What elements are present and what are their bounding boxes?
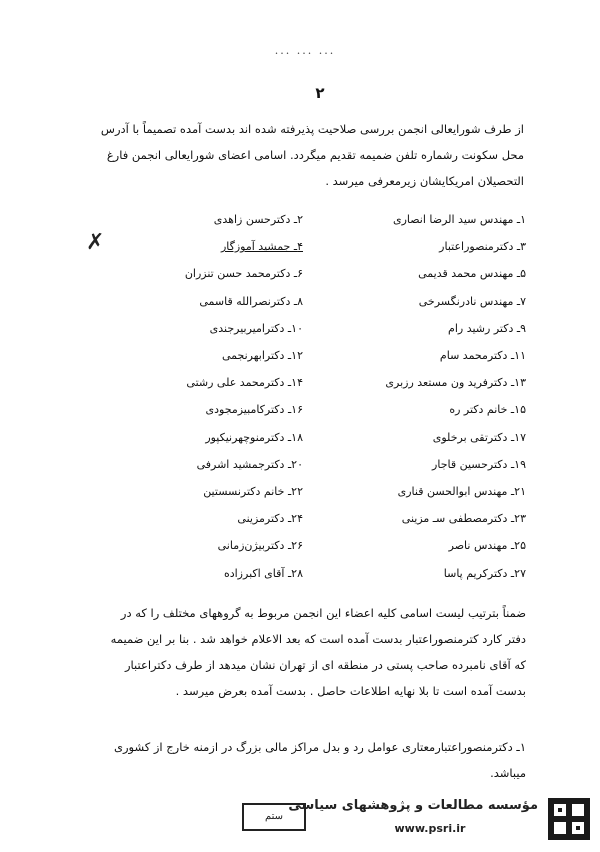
member-name-left: ۱۲ـ دکترابهرنجمی bbox=[221, 349, 303, 363]
member-name-right: ۱۱ـ دکترمحمد سام bbox=[439, 349, 526, 363]
member-row bbox=[98, 505, 526, 532]
closing-paragraph: ضمناً بترتیب لیست اسامی کلیه اعضاء این انجمن مربوط به گروههای مختلف را که در دفتر کارد کترمنصوراعتبار بدست آمده است که بعد الاعلام خواهد شد . بنا بر این ضمیمه که آقای نامبرده صاحب پستی در منطقه ای از تهران نشان میدهد از طرف دکتراعتبار بدست آمده است تا بلا نهایه اطلاعات حاصل . بدست آمده بعرض میرسد . bbox=[110, 606, 526, 698]
member-name-left: ۱۶ـ دکترکامبیزمجودی bbox=[205, 403, 303, 417]
final-paragraph: ۱ـ دکترمنصوراعتبارمعتاری عوامل رد و بدل مراکز مالی بزرگ در ازمنه خارج از کشوری میباشد. bbox=[113, 740, 526, 780]
stamp: ستم bbox=[242, 803, 306, 831]
member-name-left: ۸ـ دکترنصرالله قاسمی bbox=[199, 294, 303, 308]
member-row bbox=[98, 315, 526, 342]
member-name-left: ۲۰ـ دکترجمشید اشرفی bbox=[196, 457, 303, 471]
header-scrawl: ... ... ... bbox=[274, 44, 336, 57]
member-name-left: ۱۰ـ دکترامیربیرجندی bbox=[209, 321, 303, 335]
member-name-left: ۴ـ جمشید آموزگار ✗ bbox=[86, 230, 303, 256]
psri-logo-icon bbox=[548, 798, 590, 840]
member-row bbox=[98, 424, 526, 451]
member-name-right: ۲۷ـ دکترکریم پاسا bbox=[443, 566, 526, 580]
member-name-left: ۲۴ـ دکترمزینی bbox=[237, 512, 303, 526]
member-name-right: ۷ـ مهندس نادرنگسرخی bbox=[418, 294, 526, 308]
members-list bbox=[86, 206, 526, 587]
member-row bbox=[98, 559, 526, 586]
member-name-right: ۱۷ـ دکترتقی برخلوی bbox=[432, 430, 526, 444]
member-row bbox=[98, 451, 526, 478]
member-name-right: ۱ـ مهندس سید الرضا انصاری bbox=[392, 213, 526, 227]
member-name-right: ۲۱ـ مهندس ابوالحسن قناری bbox=[397, 484, 526, 498]
member-name-right: ۱۹ـ دکترحسین قاجار bbox=[432, 457, 526, 471]
member-name-right: ۳ـ دکترمنصوراعتبار bbox=[439, 240, 526, 254]
member-row bbox=[98, 396, 526, 423]
member-row bbox=[98, 369, 526, 396]
handwritten-x-mark-icon: ✗ bbox=[86, 230, 105, 256]
watermark-url[interactable]: www.psri.ir bbox=[394, 822, 466, 835]
member-name-right: ۲۳ـ دکترمصطفی سـ مزینی bbox=[401, 512, 526, 526]
page-number: ۲ bbox=[315, 84, 325, 102]
member-name-right: ۵ـ مهندس محمد قدیمی bbox=[418, 267, 526, 281]
watermark-org-name: مؤسسه مطالعات و پژوهشهای سیاسی bbox=[288, 798, 538, 813]
member-name-left: ۲۶ـ دکتربیژن‌زمانی bbox=[217, 539, 303, 553]
member-name-left: ۲۸ـ آقای اکبرزاده bbox=[223, 566, 303, 580]
member-name-left: ۲ـ دکترحسن زاهدی bbox=[213, 213, 303, 227]
intro-paragraph: از طرف شورایعالی انجمن بررسی صلاحیت پذیرفته شده اند بدست آمده تصمیماً با آدرس محل سکونت رشماره تلفن ضمیمه تقدیم میگردد. اسامی اعضای شورایعالی انجمن فارغ التحصیلان امریکایشان زیرمعرفی میرسد . bbox=[100, 122, 524, 188]
member-row bbox=[98, 260, 526, 287]
member-name-right: ۱۳ـ دکترفرید ون مستعد رزبری bbox=[385, 376, 526, 390]
member-row bbox=[98, 342, 526, 369]
member-name-left: ۱۴ـ دکترمحمد علی رشتی bbox=[186, 376, 303, 390]
member-name-right: ۹ـ دکتر رشید رام bbox=[448, 321, 526, 335]
member-row bbox=[98, 288, 526, 315]
member-row bbox=[98, 478, 526, 505]
member-name-right: ۲۵ـ مهندس ناصر bbox=[448, 539, 526, 553]
member-name-left: ۱۸ـ دکترمنوچهرنیکپور bbox=[205, 430, 303, 444]
member-name-left: ۲۲ـ خانم دکترنسستین bbox=[203, 484, 303, 498]
member-row bbox=[98, 206, 526, 233]
member-row bbox=[98, 532, 526, 559]
member-name-right: ۱۵ـ خانم دکتر ره bbox=[449, 403, 526, 417]
member-name-left: ۶ـ دکترمحمد حسن تنزران bbox=[184, 267, 303, 281]
member-row bbox=[86, 230, 526, 260]
